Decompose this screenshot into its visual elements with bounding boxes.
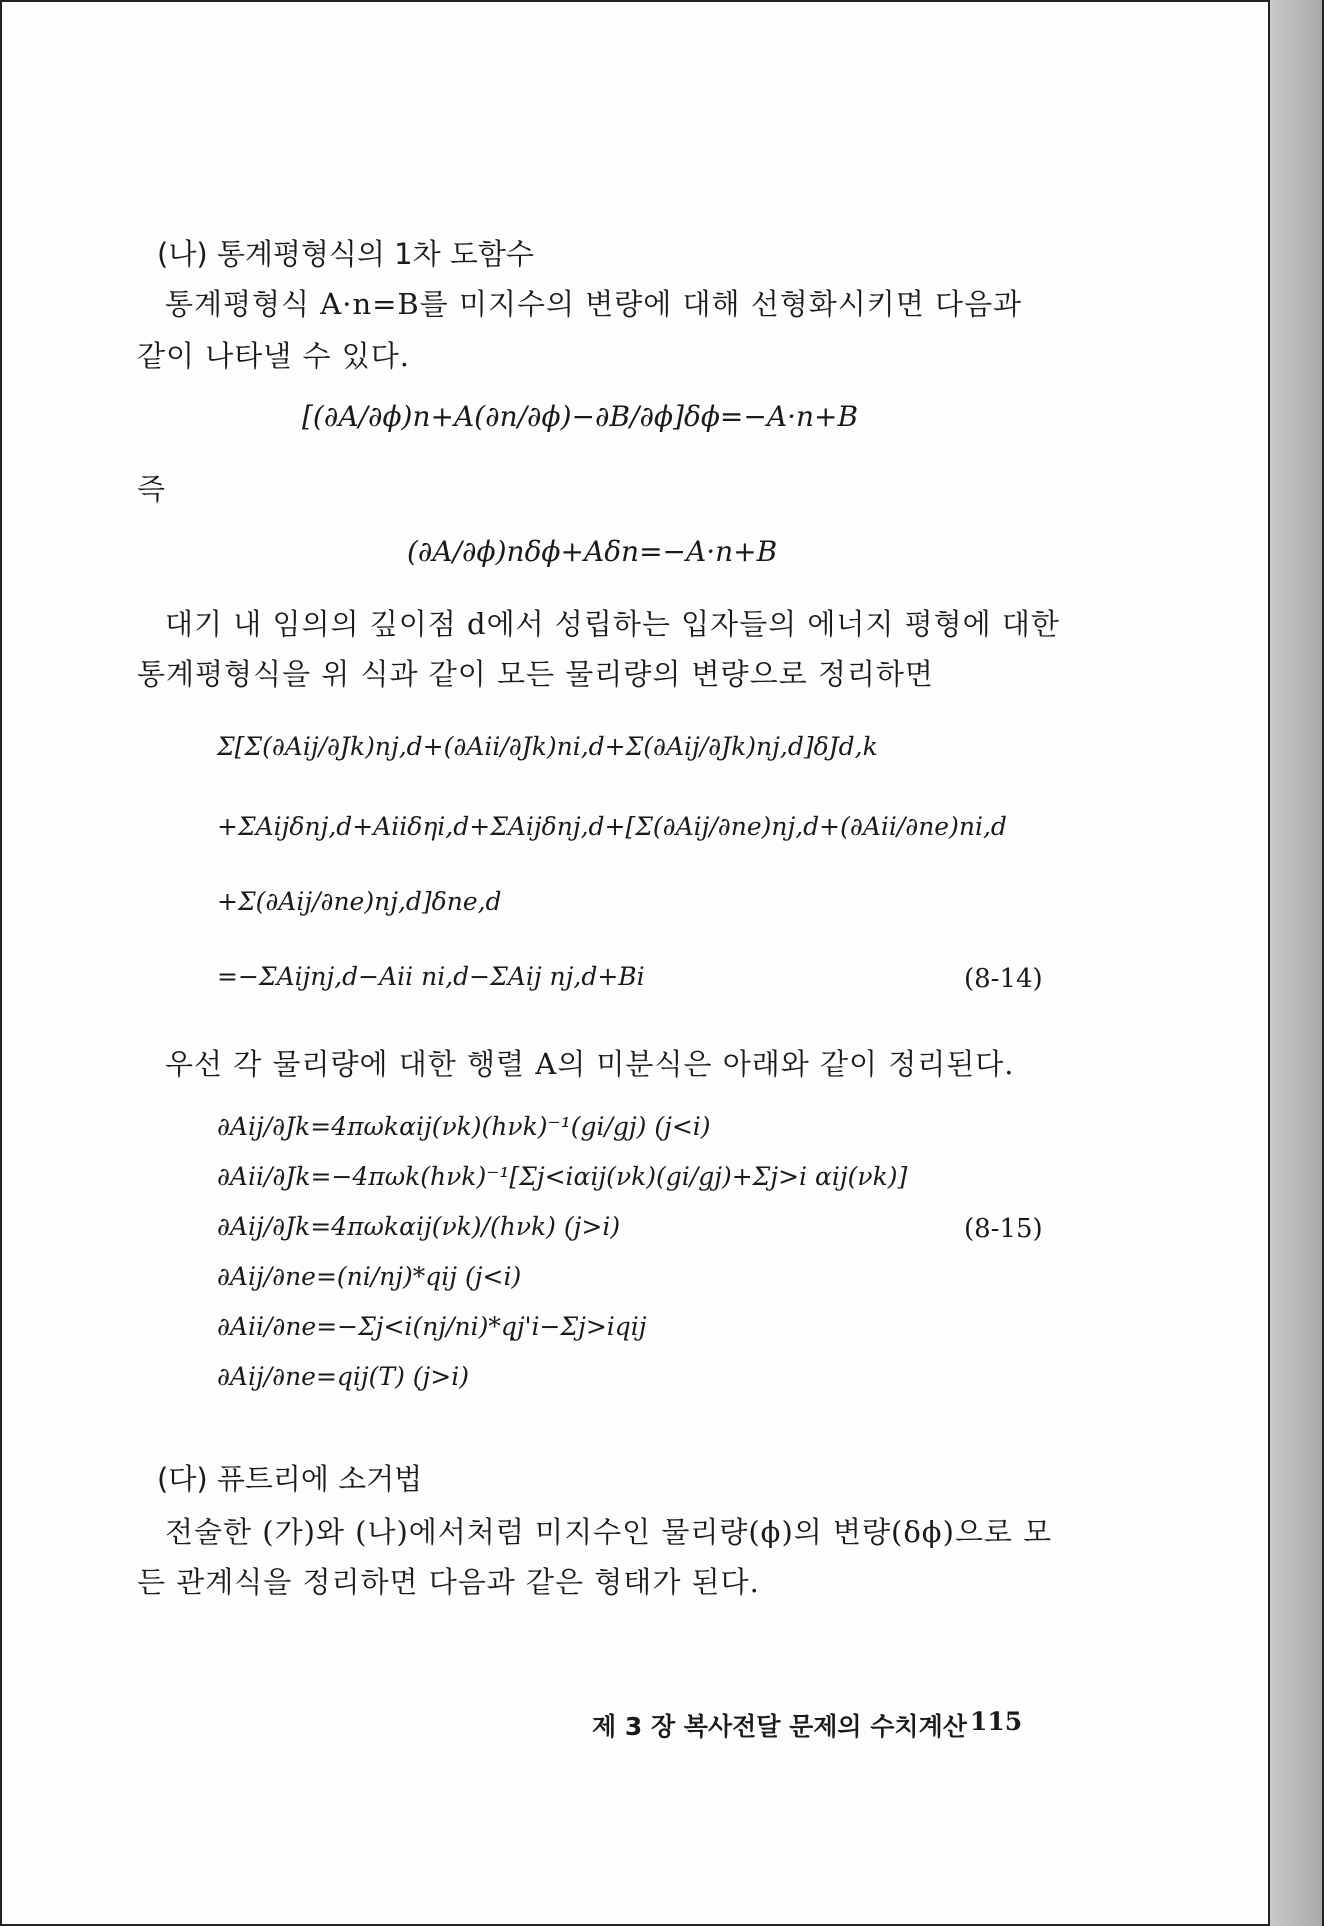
derivative-line-1: ∂Aij/∂Jk=4πωkαij(νk)(hνk)⁻¹(gi/gj) (j<i): [217, 1112, 711, 1141]
da-para-line-1: 전술한 (가)와 (나)에서처럼 미지수인 물리량(ϕ)의 변량(δϕ)으로 모: [165, 1515, 1053, 1549]
equation-3-line-1: Σ[Σ(∂Aij/∂Jk)nj,d+(∂Aii/∂Jk)ni,d+Σ(∂Aij/∂Jk)nj,d]δJd,k: [217, 732, 878, 761]
equation-number-8-14: (8-14): [964, 964, 1043, 994]
section-heading-na: (나) 통계평형식의 1차 도함수: [157, 237, 534, 271]
para-line-2: 통계평형식을 위 식과 같이 모든 물리량의 변량으로 정리하면: [137, 657, 934, 691]
intro-line-1: 통계평형식 A·n=B를 미지수의 변량에 대해 선형화시키면 다음과: [165, 287, 1023, 321]
derivative-intro: 우선 각 물리량에 대한 행렬 A의 미분식은 아래와 같이 정리된다.: [165, 1047, 1015, 1081]
derivative-line-2: ∂Aii/∂Jk=−4πωk(hνk)⁻¹[Σj<iαij(νk)(gi/gj)+Σj>i αij(νk)]: [217, 1162, 908, 1191]
derivative-line-4: ∂Aij/∂ne=(ni/nj)*qij (j<i): [217, 1262, 522, 1291]
section-heading-da: (다) 퓨트리에 소거법: [157, 1462, 423, 1496]
equation-3-line-4: =−ΣAijnj,d−Aii ni,d−ΣAij nj,d+Bi: [217, 962, 645, 991]
derivative-line-5: ∂Aii/∂ne=−Σj<i(nj/ni)*qj'i−Σj>iqij: [217, 1312, 647, 1341]
footer-chapter: 제 3 장 복사전달 문제의 수치계산: [592, 1712, 967, 1741]
equation-3-line-2: +ΣAijδnj,d+Aiiδηi,d+ΣAijδnj,d+[Σ(∂Aij/∂ne)nj,d+(∂Aii/∂ne)ni,d: [217, 812, 1007, 841]
equation-3-line-3: +Σ(∂Aij/∂ne)nj,d]δne,d: [217, 887, 502, 916]
equation-1: [(∂A/∂ϕ)n+A(∂n/∂ϕ)−∂B/∂ϕ]δϕ=−A·n+B: [302, 400, 859, 433]
para-line-1: 대기 내 임의의 깊이점 d에서 성립하는 입자들의 에너지 평형에 대한: [165, 607, 1060, 641]
book-spine: [1270, 0, 1324, 1926]
intro-line-2: 같이 나타낼 수 있다.: [137, 339, 410, 373]
derivative-line-3: ∂Aij/∂Jk=4πωkαij(νk)/(hνk) (j>i): [217, 1212, 621, 1241]
equation-number-8-15: (8-15): [964, 1214, 1043, 1244]
connector-text: 즉: [137, 472, 166, 506]
footer-page-number: 115: [970, 1707, 1023, 1736]
derivative-line-6: ∂Aij/∂ne=qij(T) (j>i): [217, 1362, 470, 1391]
equation-2: (∂A/∂ϕ)nδϕ+Aδn=−A·n+B: [407, 535, 778, 568]
da-para-line-2: 든 관계식을 정리하면 다음과 같은 형태가 된다.: [137, 1565, 760, 1599]
